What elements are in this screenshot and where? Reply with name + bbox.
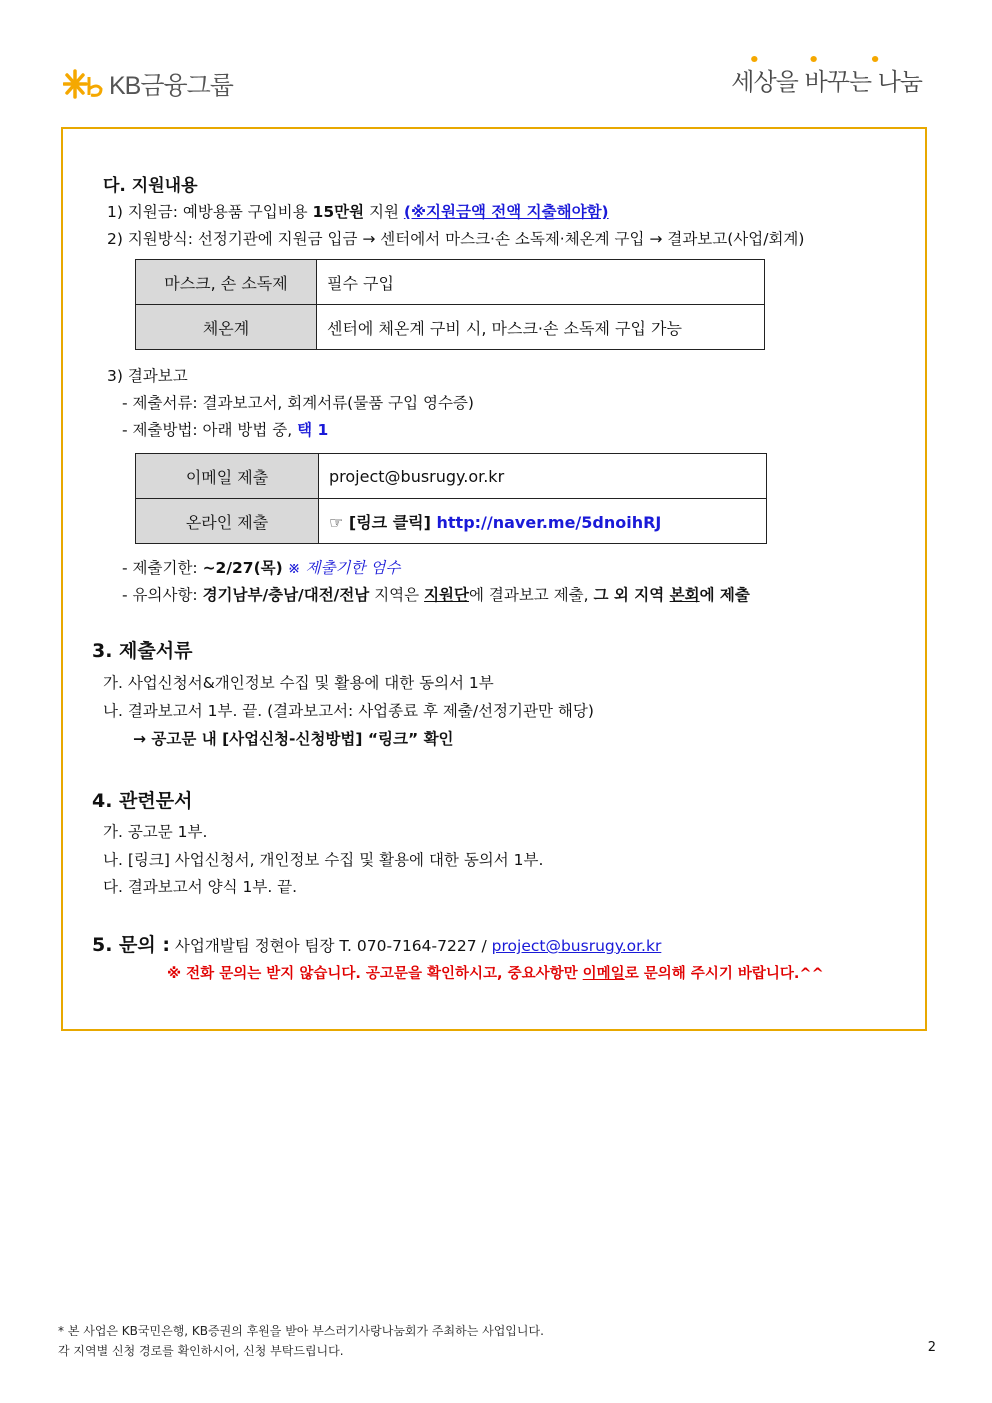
slogan-logo	[731, 62, 922, 97]
support-method-line: 2) 지원방식: 선정기관에 지원금 입금 → 센터에서 마스크·손 소독제·체온계 구입 → 결과보고(사업/회계)	[107, 230, 805, 248]
section4-item-na: 나. [링크] 사업신청서, 개인정보 수집 및 활용에 대한 동의서 1부.	[103, 851, 544, 869]
section3-title: 3. 제출서류	[92, 640, 193, 662]
online-submit-cell: ☞ [링크 클릭] http://naver.me/5dnoihRJ	[319, 499, 767, 544]
submit-method-line: - 제출방법: 아래 방법 중, 택 1	[122, 421, 329, 439]
email-value[interactable]: project@busrugy.or.kr	[319, 454, 767, 499]
section-da-title: 다. 지원내용	[103, 176, 198, 196]
phone-notice: ※ 전화 문의는 받지 않습니다. 공고문을 확인하시고, 중요사항만 이메일로 문의해 주시기 바랍니다.^^	[167, 966, 824, 982]
kb-logo	[63, 66, 233, 102]
supply-table	[135, 259, 765, 350]
table-row	[136, 454, 767, 499]
section4-title: 4. 관련문서	[92, 790, 193, 812]
kb-logo-text: KB금융그룹	[109, 72, 233, 100]
page-number: 2	[927, 1340, 936, 1355]
section3-item-na: 나. 결과보고서 1부. 끝. (결과보고서: 사업종료 후 제출/선정기관만 해당)	[103, 702, 594, 720]
online-submit-link[interactable]: http://naver.me/5dnoihRJ	[436, 512, 662, 532]
support-note: (※지원금액 전액 지출해야함)	[403, 203, 609, 221]
table-row	[136, 305, 765, 350]
table-row	[136, 260, 765, 305]
table-cell-value: 필수 구입	[317, 260, 765, 305]
support-amount-line: 1) 지원금: 예방용품 구입비용 15만원 지원 (※지원금액 전액 지출해야함)	[107, 203, 609, 221]
section3-arrow-note: → 공고문 내 [사업신청-신청방법] “링크” 확인	[133, 730, 454, 748]
report-heading: 3) 결과보고	[107, 367, 188, 385]
table-cell-value: 센터에 체온계 구비 시, 마스크·손 소독제 구입 가능	[317, 305, 765, 350]
slogan-dots-icon	[731, 56, 922, 62]
caution-line: - 유의사항: 경기남부/충남/대전/전남 지역은 지원단에 결과보고 제출, 그 외 지역 본회에 제출	[122, 586, 750, 604]
table-cell-label: 마스크, 손 소독제	[136, 260, 317, 305]
deadline-line: - 제출기한: ~2/27(목) ※ 제출기한 엄수	[122, 559, 401, 577]
section3-item-ga: 가. 사업신청서&개인정보 수집 및 활용에 대한 동의서 1부	[103, 674, 494, 692]
table-cell-label: 이메일 제출	[136, 454, 319, 499]
submission-table	[135, 453, 767, 544]
table-cell-label: 체온계	[136, 305, 317, 350]
section5-title: 5. 문의 :	[92, 934, 170, 956]
table-row	[136, 499, 767, 544]
section4-item-da: 다. 결과보고서 양식 1부. 끝.	[103, 878, 298, 896]
slogan-text: 세상을 바꾸는 나눔	[731, 68, 922, 96]
table-cell-label: 온라인 제출	[136, 499, 319, 544]
footer-line-1: * 본 사업은 KB국민은행, KB증권의 후원을 받아 부스러기사랑나눔회가 주최하는 사업입니다.	[58, 1324, 544, 1338]
kb-star-icon	[63, 67, 105, 101]
contact-email-link[interactable]: project@busrugy.or.kr	[491, 937, 662, 955]
contact-line: 5. 문의 : 사업개발팀 정현아 팀장 T. 070-7164-7227 / project@busrugy.or.kr	[92, 934, 662, 956]
footer-line-2: 각 지역별 신청 경로를 확인하시어, 신청 부탁드립니다.	[58, 1344, 344, 1358]
section4-item-ga: 가. 공고문 1부.	[103, 823, 208, 841]
submit-docs-line: - 제출서류: 결과보고서, 회계서류(물품 구입 영수증)	[122, 394, 474, 412]
